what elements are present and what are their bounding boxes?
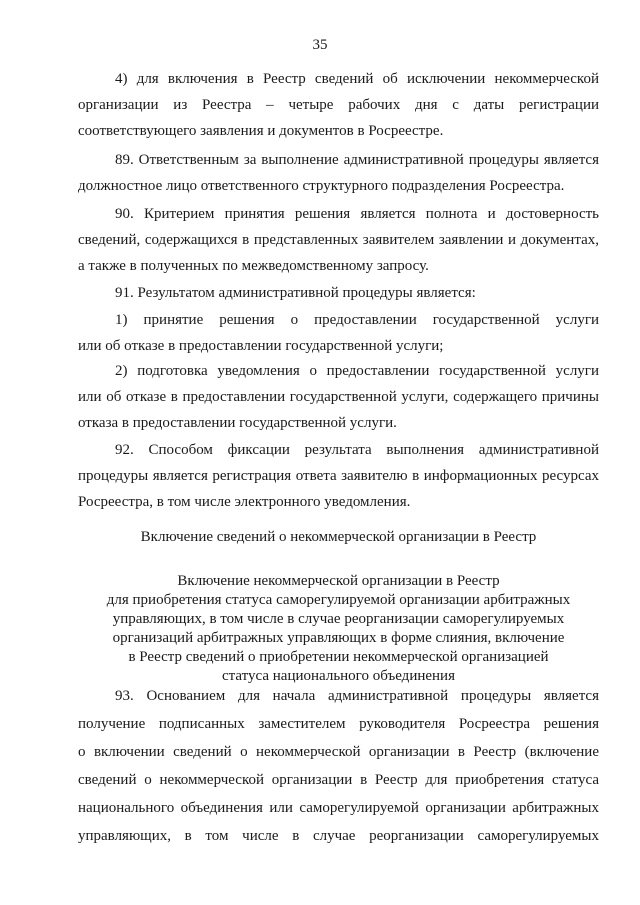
paragraph-91-item-2 bbox=[78, 358, 599, 436]
text-line: 1) принятие решения о предоставлении государственной услуги bbox=[115, 312, 599, 328]
page-number: 35 bbox=[312, 37, 328, 53]
paragraph-93 bbox=[78, 682, 599, 850]
paragraph-item-4 bbox=[78, 66, 599, 144]
subsection-heading bbox=[78, 572, 599, 686]
text-line: сведений, содержащихся в представленных заявителем заявлении и документах, bbox=[78, 232, 599, 248]
paragraph-92 bbox=[78, 437, 599, 515]
paragraph-91 bbox=[78, 280, 599, 306]
text-line: 93. Основанием для начала административной процедуры является bbox=[115, 688, 599, 704]
text-line: процедуры является регистрация ответа заявителю в информационных ресурсах bbox=[78, 468, 599, 484]
text-line: а также в полученных по межведомственному запросу. bbox=[78, 258, 429, 274]
text-line: управляющих, в том числе в случае реорганизации саморегулируемых bbox=[78, 828, 599, 844]
text-line: национального объединения или саморегулируемой организации арбитражных bbox=[78, 800, 599, 816]
text-line: 2) подготовка уведомления о предоставлении государственной услуги bbox=[115, 363, 599, 379]
text-line: 90. Критерием принятия решения является полнота и достоверность bbox=[115, 206, 599, 222]
text-line: соответствующего заявления и документов в Росреестре. bbox=[78, 123, 444, 139]
text-line: организации из Реестра – четыре рабочих дня с даты регистрации bbox=[78, 97, 599, 113]
text-line: или об отказе в предоставлении государственной услуги; bbox=[78, 338, 444, 354]
text-line: 91. Результатом административной процедуры является: bbox=[115, 285, 476, 301]
text-line: получение подписанных заместителем руководителя Росреестра решения bbox=[78, 716, 599, 732]
paragraph-89 bbox=[78, 147, 599, 199]
section-heading: Включение сведений о некоммерческой организации в Реестр bbox=[140, 529, 537, 545]
paragraph-91-item-1 bbox=[78, 307, 599, 359]
heading-line: управляющих, в том числе в случае реорганизации саморегулируемых bbox=[112, 611, 565, 627]
text-line: или об отказе в предоставлении государственной услуги, содержащего причины bbox=[78, 389, 599, 405]
text-line: 4) для включения в Реестр сведений об исключении некоммерческой bbox=[115, 71, 599, 87]
text-line: должностное лицо ответственного структурного подразделения Росреестра. bbox=[78, 178, 565, 194]
heading-line: в Реестр сведений о приобретении некоммерческой организацией bbox=[128, 649, 549, 665]
paragraph-90 bbox=[78, 201, 599, 279]
heading-line: Включение некоммерческой организации в Реестр bbox=[177, 573, 500, 589]
text-line: о включении сведений о некоммерческой организации в Реестр (включение bbox=[78, 744, 599, 760]
text-line: 89. Ответственным за выполнение административной процедуры является bbox=[115, 152, 599, 168]
heading-line: статуса национального объединения bbox=[222, 668, 455, 684]
text-line: 92. Способом фиксации результата выполнения административной bbox=[115, 442, 599, 458]
text-line: сведений о некоммерческой организации в Реестр для приобретения статуса bbox=[78, 772, 599, 788]
heading-line: для приобретения статуса саморегулируемой организации арбитражных bbox=[106, 592, 571, 608]
text-line: отказа в предоставлении государственной услуги. bbox=[78, 415, 397, 431]
text-line: Росреестра, в том числе электронного уведомления. bbox=[78, 494, 411, 510]
heading-line: организаций арбитражных управляющих в форме слияния, включение bbox=[112, 630, 565, 646]
